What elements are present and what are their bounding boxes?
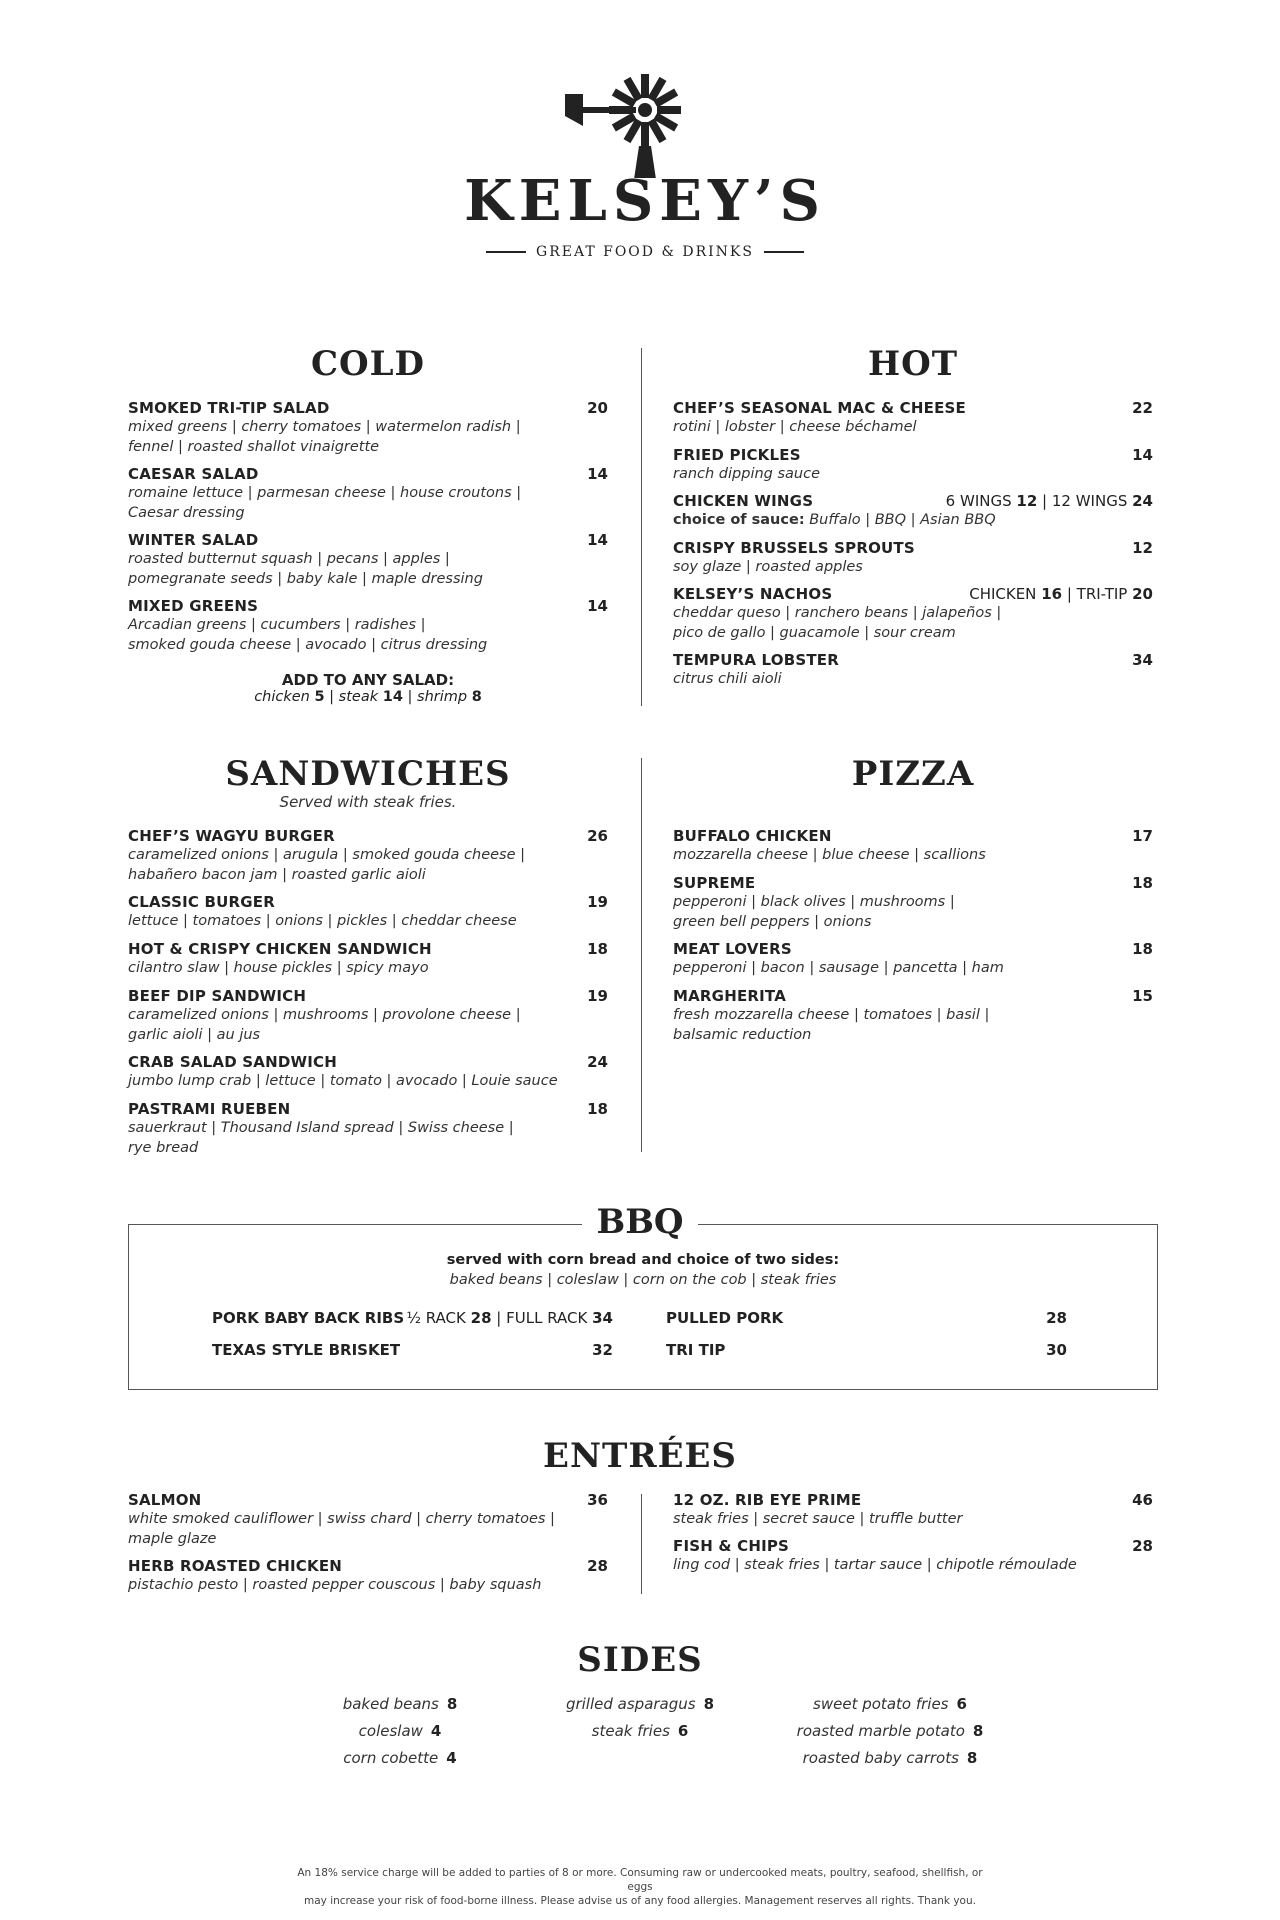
item-name: WINTER SALAD bbox=[128, 531, 259, 549]
menu-item bbox=[673, 492, 1153, 530]
menu-item bbox=[673, 539, 1153, 577]
item-desc: jumbo lump crab | lettuce | tomato | avocado | Louie sauce bbox=[128, 1073, 558, 1089]
item-name: CLASSIC BURGER bbox=[128, 893, 275, 911]
bbq-item-price: 28 bbox=[1046, 1309, 1067, 1327]
item-price: 18 bbox=[587, 1100, 608, 1118]
column-divider bbox=[641, 758, 642, 1152]
add-to-salad-options: chicken 5 | steak 14 | shrimp 8 bbox=[254, 689, 482, 705]
item-desc: sauerkraut | Thousand Island spread | Swiss cheese | bbox=[128, 1120, 514, 1136]
item-desc: romaine lettuce | parmesan cheese | house croutons | bbox=[128, 485, 522, 501]
side-item: baked beans 8 bbox=[342, 1695, 458, 1713]
item-desc: steak fries | secret sauce | truffle butter bbox=[673, 1511, 963, 1527]
menu-item bbox=[128, 1491, 608, 1549]
menu-item bbox=[673, 827, 1153, 865]
bbq-sides: baked beans | coleslaw | corn on the cob | steak fries bbox=[449, 1272, 837, 1288]
menu-item bbox=[128, 399, 608, 457]
section-title-sandwiches: SANDWICHES bbox=[225, 754, 511, 794]
item-desc: pepperoni | black olives | mushrooms | bbox=[673, 894, 955, 910]
item-price: 26 bbox=[587, 827, 608, 845]
item-name: 12 OZ. RIB EYE PRIME bbox=[673, 1491, 862, 1509]
item-price: 18 bbox=[587, 940, 608, 958]
bbq-item-name: PORK BABY BACK RIBS bbox=[212, 1309, 405, 1327]
item-desc: garlic aioli | au jus bbox=[128, 1027, 261, 1043]
menu-item bbox=[128, 1100, 608, 1158]
item-desc: caramelized onions | arugula | smoked gouda cheese | bbox=[128, 847, 526, 863]
bbq-item-price: 30 bbox=[1046, 1341, 1067, 1359]
item-name: CAESAR SALAD bbox=[128, 465, 259, 483]
menu-item bbox=[673, 874, 1153, 932]
item-price-options: CHICKEN 16 | TRI-TIP 20 bbox=[969, 585, 1153, 603]
menu-item bbox=[128, 893, 608, 931]
item-desc: lettuce | tomatoes | onions | pickles | cheddar cheese bbox=[128, 913, 517, 929]
windmill-icon bbox=[460, 68, 830, 178]
item-price: 15 bbox=[1132, 987, 1153, 1005]
item-desc: citrus chili aioli bbox=[673, 671, 782, 687]
item-name: CRISPY BRUSSELS SPROUTS bbox=[673, 539, 915, 557]
fine-print bbox=[290, 1866, 990, 1908]
column-divider bbox=[641, 1494, 642, 1594]
item-price: 28 bbox=[1132, 1537, 1153, 1555]
item-name: KELSEY’S NACHOS bbox=[673, 585, 833, 603]
item-desc: Arcadian greens | cucumbers | radishes | bbox=[128, 617, 426, 633]
item-desc: ranch dipping sauce bbox=[673, 466, 821, 482]
item-price: 19 bbox=[587, 987, 608, 1005]
item-name: MEAT LOVERS bbox=[673, 940, 792, 958]
item-desc: choice of sauce: Buffalo | BBQ | Asian BBQ bbox=[673, 512, 996, 528]
item-desc: ling cod | steak fries | tartar sauce | chipotle rémoulade bbox=[673, 1557, 1077, 1573]
bbq-item-name: PULLED PORK bbox=[666, 1309, 784, 1327]
brand-tagline: GREAT FOOD & DRINKS bbox=[460, 244, 830, 260]
item-name: FRIED PICKLES bbox=[673, 446, 801, 464]
item-desc: balsamic reduction bbox=[673, 1027, 812, 1043]
item-desc: maple glaze bbox=[128, 1531, 217, 1547]
item-desc: pico de gallo | guacamole | sour cream bbox=[673, 625, 956, 641]
item-desc: fennel | roasted shallot vinaigrette bbox=[128, 439, 380, 455]
side-item: corn cobette 4 bbox=[343, 1749, 457, 1767]
item-price: 34 bbox=[1132, 651, 1153, 669]
column-divider bbox=[641, 348, 642, 706]
menu-item bbox=[673, 399, 1153, 437]
menu-item bbox=[673, 651, 1153, 689]
item-desc: fresh mozzarella cheese | tomatoes | basil | bbox=[673, 1007, 990, 1023]
item-desc: soy glaze | roasted apples bbox=[673, 559, 863, 575]
section-title-cold: COLD bbox=[310, 344, 426, 384]
logo bbox=[460, 68, 830, 268]
item-desc: pepperoni | bacon | sausage | pancetta | ham bbox=[673, 960, 1004, 976]
brand-name: KELSEY’S bbox=[464, 168, 826, 234]
item-name: SALMON bbox=[128, 1491, 202, 1509]
item-price: 14 bbox=[587, 597, 608, 615]
menu-item bbox=[673, 940, 1153, 978]
item-name: CHEF’S WAGYU BURGER bbox=[128, 827, 335, 845]
add-to-salad bbox=[128, 671, 608, 705]
side-item: sweet potato fries 6 bbox=[813, 1695, 967, 1713]
menu-item bbox=[673, 585, 1153, 643]
bbq-item-price-options: ½ RACK 28 | FULL RACK 34 bbox=[406, 1309, 613, 1327]
menu-item bbox=[673, 1537, 1153, 1575]
menu-item bbox=[128, 597, 608, 655]
item-price: 20 bbox=[587, 399, 608, 417]
item-price: 18 bbox=[1132, 940, 1153, 958]
item-price: 12 bbox=[1132, 539, 1153, 557]
item-price: 28 bbox=[587, 1557, 608, 1575]
item-name: BUFFALO CHICKEN bbox=[673, 827, 832, 845]
item-desc: smoked gouda cheese | avocado | citrus dressing bbox=[128, 637, 488, 653]
item-name: SMOKED TRI-TIP SALAD bbox=[128, 399, 330, 417]
section-subtitle: Served with steak fries. bbox=[279, 793, 457, 811]
item-name: CHEF’S SEASONAL MAC & CHEESE bbox=[673, 399, 966, 417]
item-name: HOT & CRISPY CHICKEN SANDWICH bbox=[128, 940, 432, 958]
menu-item bbox=[128, 940, 608, 978]
item-desc: caramelized onions | mushrooms | provolone cheese | bbox=[128, 1007, 521, 1023]
menu-item bbox=[128, 531, 608, 589]
item-price: 46 bbox=[1132, 1491, 1153, 1509]
side-item: roasted baby carrots 8 bbox=[802, 1749, 978, 1767]
section-title-pizza: PIZZA bbox=[851, 754, 975, 794]
item-desc: white smoked cauliflower | swiss chard | cherry tomatoes | bbox=[128, 1511, 555, 1527]
menu-item bbox=[673, 446, 1153, 484]
item-desc: Caesar dressing bbox=[128, 505, 245, 521]
side-item: coleslaw 4 bbox=[358, 1722, 442, 1740]
item-name: CHICKEN WINGS bbox=[673, 492, 814, 510]
item-price: 14 bbox=[587, 531, 608, 549]
item-desc: cilantro slaw | house pickles | spicy mayo bbox=[128, 960, 429, 976]
menu-item bbox=[128, 987, 608, 1045]
item-name: TEMPURA LOBSTER bbox=[673, 651, 840, 669]
bbq-note: served with corn bread and choice of two sides: bbox=[446, 1252, 840, 1268]
bbq-item-name: TRI TIP bbox=[666, 1341, 726, 1359]
item-name: HERB ROASTED CHICKEN bbox=[128, 1557, 343, 1575]
item-name: FISH & CHIPS bbox=[673, 1537, 790, 1555]
item-price: 36 bbox=[587, 1491, 608, 1509]
item-name: MARGHERITA bbox=[673, 987, 787, 1005]
item-name: BEEF DIP SANDWICH bbox=[128, 987, 307, 1005]
item-desc: pistachio pesto | roasted pepper couscous | baby squash bbox=[128, 1577, 542, 1593]
item-desc: green bell peppers | onions bbox=[673, 914, 872, 930]
section-title-sides: SIDES bbox=[577, 1640, 703, 1680]
item-desc: rotini | lobster | cheese béchamel bbox=[673, 419, 917, 435]
item-price: 17 bbox=[1132, 827, 1153, 845]
item-price: 19 bbox=[587, 893, 608, 911]
section-title-entrees: ENTRÉES bbox=[543, 1436, 737, 1476]
item-price: 18 bbox=[1132, 874, 1153, 892]
item-desc: mozzarella cheese | blue cheese | scallions bbox=[673, 847, 986, 863]
side-item: roasted marble potato 8 bbox=[796, 1722, 984, 1740]
item-desc: roasted butternut squash | pecans | apples | bbox=[128, 551, 450, 567]
item-name: SUPREME bbox=[673, 874, 756, 892]
menu-item bbox=[128, 827, 608, 885]
item-desc: habañero bacon jam | roasted garlic aioli bbox=[128, 867, 426, 883]
add-to-salad-title: ADD TO ANY SALAD: bbox=[281, 671, 455, 689]
section-title-hot: HOT bbox=[867, 344, 959, 384]
bbq-item-name: TEXAS STYLE BRISKET bbox=[212, 1341, 401, 1359]
item-name: PASTRAMI RUEBEN bbox=[128, 1100, 291, 1118]
menu-item bbox=[673, 1491, 1153, 1529]
bbq-box bbox=[128, 1224, 1158, 1390]
item-price: 24 bbox=[587, 1053, 608, 1071]
item-price: 14 bbox=[587, 465, 608, 483]
bbq-item-price: 32 bbox=[592, 1341, 613, 1359]
item-price: 14 bbox=[1132, 446, 1153, 464]
menu-item bbox=[673, 987, 1153, 1045]
side-item: grilled asparagus 8 bbox=[565, 1695, 715, 1713]
menu-item bbox=[128, 465, 608, 523]
item-desc: cheddar queso | ranchero beans | jalapeños | bbox=[673, 605, 1002, 621]
item-desc: rye bread bbox=[128, 1140, 199, 1156]
item-name: CRAB SALAD SANDWICH bbox=[128, 1053, 337, 1071]
item-name: MIXED GREENS bbox=[128, 597, 259, 615]
fine-print-line: An 18% service charge will be added to parties of 8 or more. Consuming raw or undercooked meats, poultry, seafood, shellfish, or eggs bbox=[297, 1867, 983, 1893]
menu-item bbox=[128, 1053, 608, 1091]
section-title-bbq: BBQ bbox=[582, 1202, 698, 1242]
item-desc: mixed greens | cherry tomatoes | watermelon radish | bbox=[128, 419, 521, 435]
item-desc: pomegranate seeds | baby kale | maple dressing bbox=[128, 571, 483, 587]
item-price-options: 6 WINGS 12 | 12 WINGS 24 bbox=[945, 492, 1153, 510]
item-price: 22 bbox=[1132, 399, 1153, 417]
side-item: steak fries 6 bbox=[591, 1722, 689, 1740]
fine-print-line: may increase your risk of food-borne illness. Please advise us of any food allergies. Management reserves all rights. Thank you. bbox=[304, 1895, 976, 1907]
menu-item bbox=[128, 1557, 608, 1595]
